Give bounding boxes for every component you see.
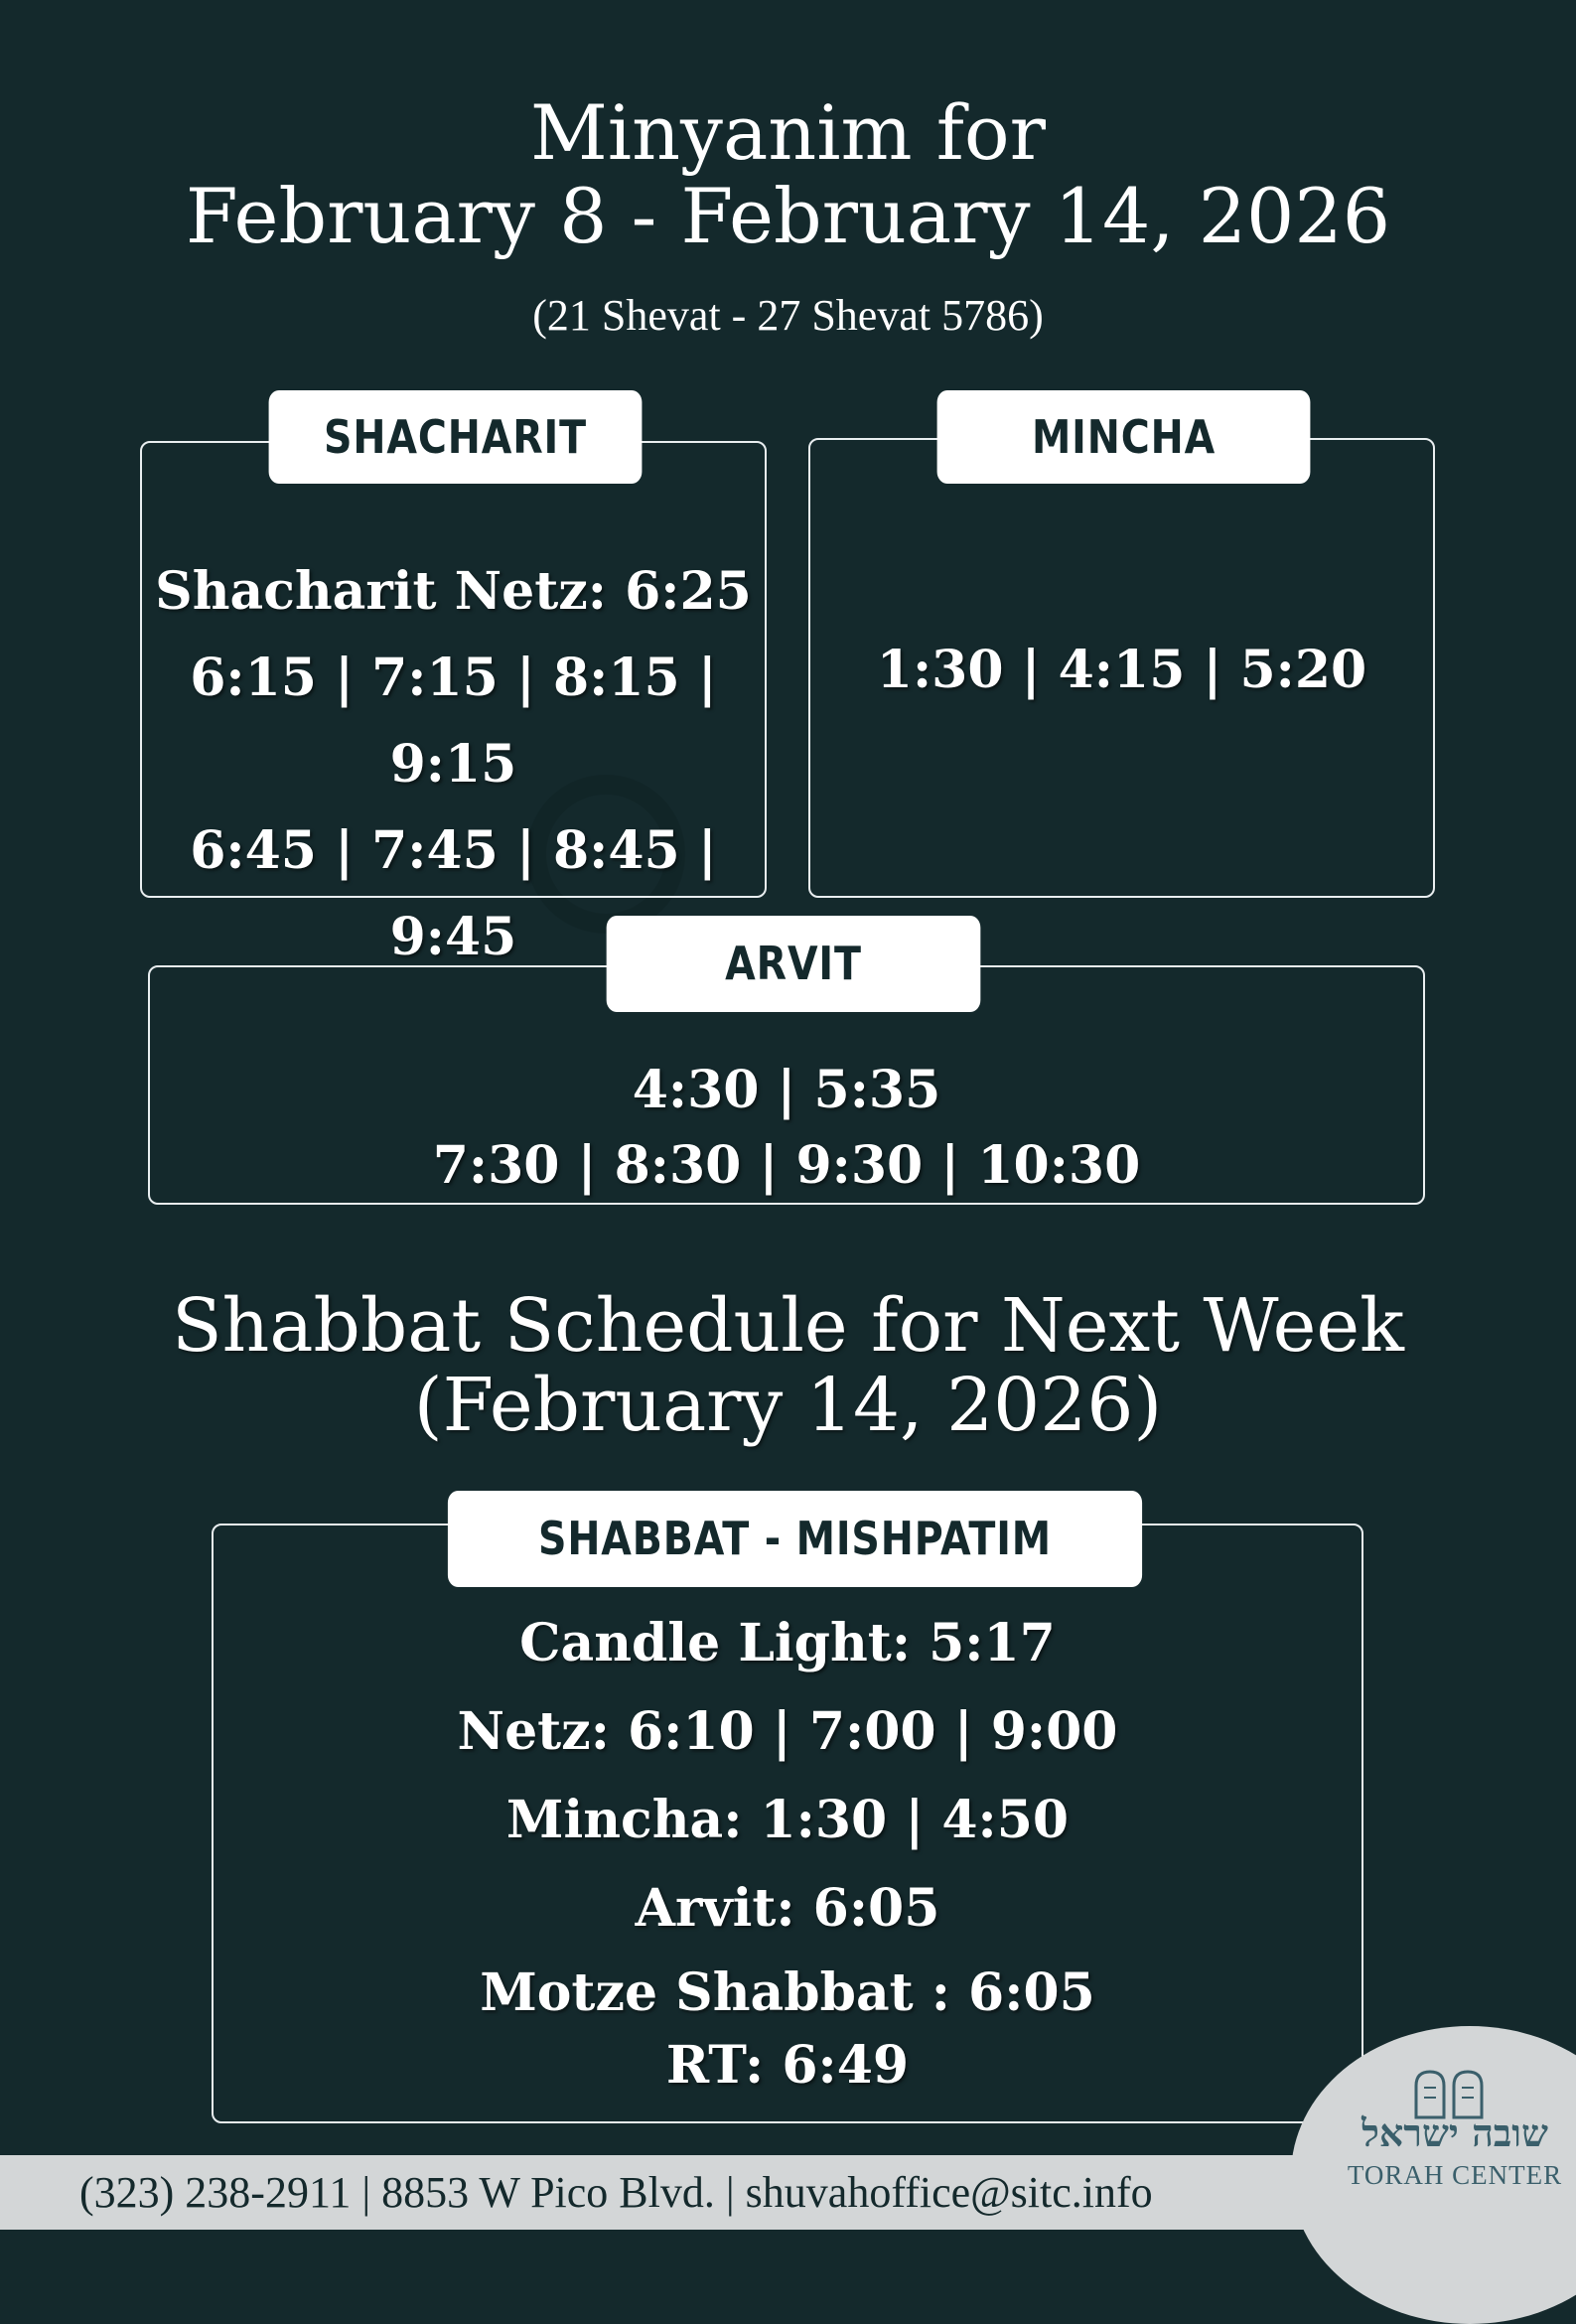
mincha-tab [937, 390, 1311, 484]
shabbat-mincha: Mincha: 1:30 | 4:50 [505, 1790, 1070, 1850]
title-line-1: Minyanim for [529, 88, 1046, 177]
shabbat-heading-line-1: Shabbat Schedule for Next Week [171, 1283, 1405, 1369]
shabbat-motze: Motze Shabbat : 6:05 [480, 1962, 1095, 2023]
arvit-tab [607, 916, 981, 1012]
shabbat-heading [0, 1283, 1576, 1448]
arvit-times-row-2: 7:30 | 8:30 | 9:30 | 10:30 [432, 1135, 1141, 1196]
page-title [0, 88, 1576, 260]
shacharit-label: SHACHARIT [324, 410, 587, 464]
mincha-times-row: 1:30 | 4:15 | 5:20 [876, 640, 1367, 700]
logo-subtitle: TORAH CENTER [1347, 2160, 1563, 2190]
shacharit-times-row-2: 6:45 | 7:45 | 8:45 | 9:45 [190, 820, 717, 967]
shacharit-tab [269, 390, 643, 484]
shabbat-label: SHABBAT - MISHPATIM [537, 1512, 1053, 1565]
shabbat-arvit: Arvit: 6:05 [635, 1878, 940, 1939]
arvit-times-row-1: 4:30 | 5:35 [632, 1060, 941, 1120]
title-line-2: February 8 - February 14, 2026 [185, 172, 1391, 260]
mincha-label: MINCHA [1031, 410, 1217, 464]
hebrew-date: (21 Shevat - 27 Shevat 5786) [532, 291, 1044, 340]
shacharit-netz: Shacharit Netz: 6:25 [155, 561, 752, 622]
shabbat-rt: RT: 6:49 [665, 2035, 910, 2096]
shabbat-heading-line-2: (February 14, 2026) [413, 1363, 1163, 1448]
arvit-label: ARVIT [725, 937, 862, 990]
arvit-times [148, 1053, 1425, 1204]
shabbat-tab [448, 1491, 1142, 1587]
shabbat-candle-light: Candle Light: 5:17 [519, 1613, 1056, 1673]
shacharit-times-row-1: 6:15 | 7:15 | 8:15 | 9:15 [190, 648, 717, 795]
shabbat-netz: Netz: 6:10 | 7:00 | 9:00 [457, 1701, 1118, 1762]
logo-hebrew-name: שובה ישראל [1361, 2110, 1548, 2155]
shabbat-times [212, 1599, 1363, 2098]
mincha-times [808, 631, 1435, 710]
footer-contact: (323) 238-2911 | 8853 W Pico Blvd. | shuvahoffice@sitc.info [79, 2168, 1153, 2217]
